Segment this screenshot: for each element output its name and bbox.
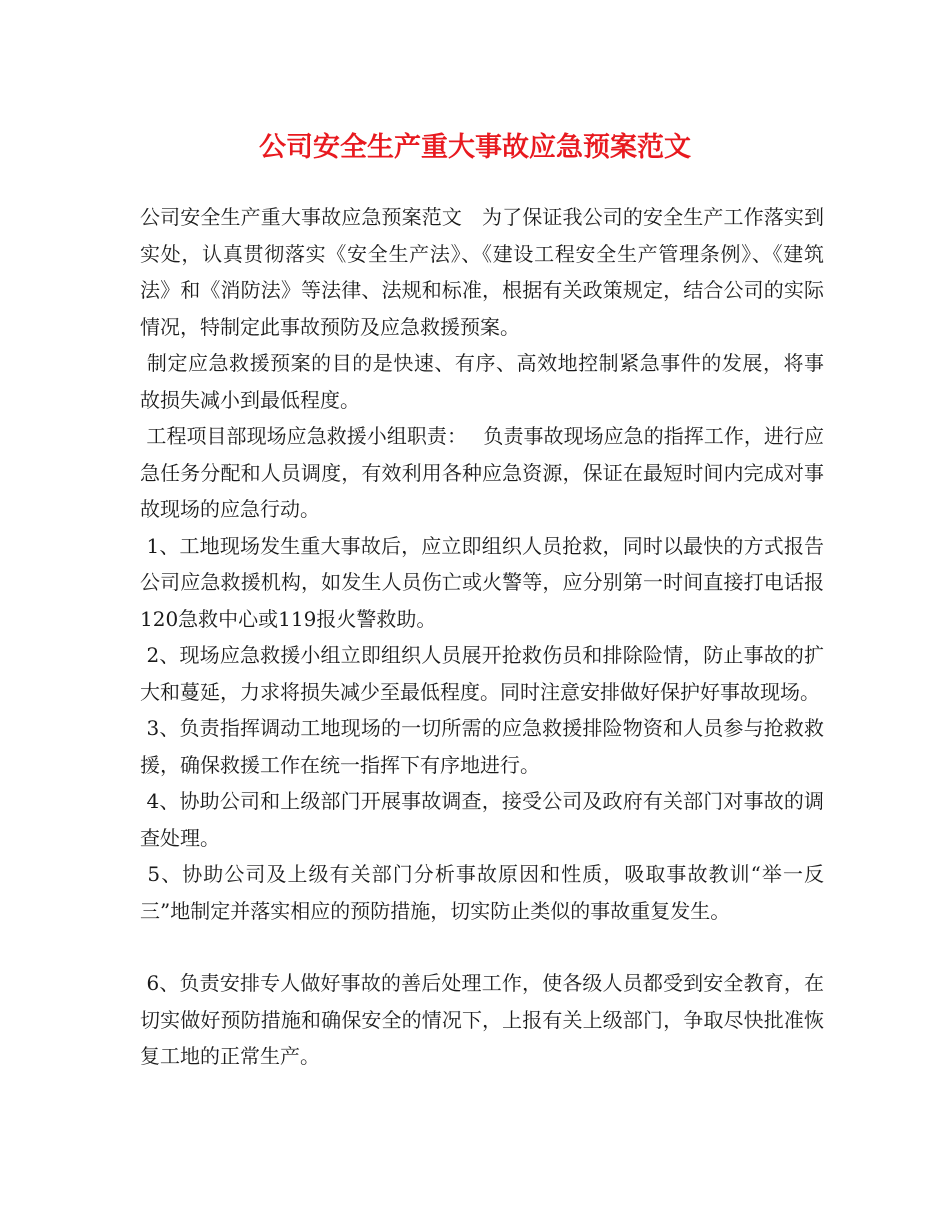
paragraph-purpose: 制定应急救援预案的目的是快速、有序、高效地控制紧急事件的发展，将事故损失减小到最低程度。: [140, 351, 825, 412]
paragraph-intro: 公司安全生产重大事故应急预案范文 为了保证我公司的安全生产工作落实到实处，认真贯彻落实《安全生产法》、《建设工程安全生产管理条例》、《建筑法》和《消防法》等法律、法规和标准，根据有关政策规定，结合公司的实际情况，特制定此事故预防及应急救援预案。: [140, 205, 824, 339]
paragraph-duties: 工程项目部现场应急救援小组职责： 负责事故现场应急的指挥工作，进行应急任务分配和人员调度，有效利用各种应急资源，保证在最短时间内完成对事故现场的应急行动。: [140, 424, 825, 521]
paragraph-item-1: 1、工地现场发生重大事故后，应立即组织人员抢救，同时以最快的方式报告公司应急救援机构，如发生人员伤亡或火警等，应分别第一时间直接打电话报120急救中心或119报火警救助。: [140, 533, 825, 631]
page-title: 公司安全生产重大事故应急预案范文: [259, 132, 691, 163]
paragraph-item-5: 5、协助公司及上级有关部门分析事故原因和性质，吸取事故教训“举一反三”地制定并落实相应的预防措施，切实防止类似的事故重复发生。: [140, 862, 825, 923]
document-body: [140, 199, 824, 1075]
paragraph-item-6: 6、负责安排专人做好事故的善后处理工作，使各级人员都受到安全教育，在切实做好预防措施和确保安全的情况下，上报有关上级部门，争取尽快批准恢复工地的正常生产。: [140, 971, 825, 1068]
paragraph-item-3: 3、负责指挥调动工地现场的一切所需的应急救援排险物资和人员参与抢救救援，确保救援工作在统一指挥下有序地进行。: [140, 716, 825, 777]
paragraph-item-4: 4、协助公司和上级部门开展事故调查，接受公司及政府有关部门对事故的调查处理。: [140, 789, 825, 850]
paragraph-item-2: 2、现场应急救援小组立即组织人员展开抢救伤员和排除险情，防止事故的扩大和蔓延，力求将损失减少至最低程度。同时注意安排做好保护好事故现场。: [140, 643, 825, 704]
